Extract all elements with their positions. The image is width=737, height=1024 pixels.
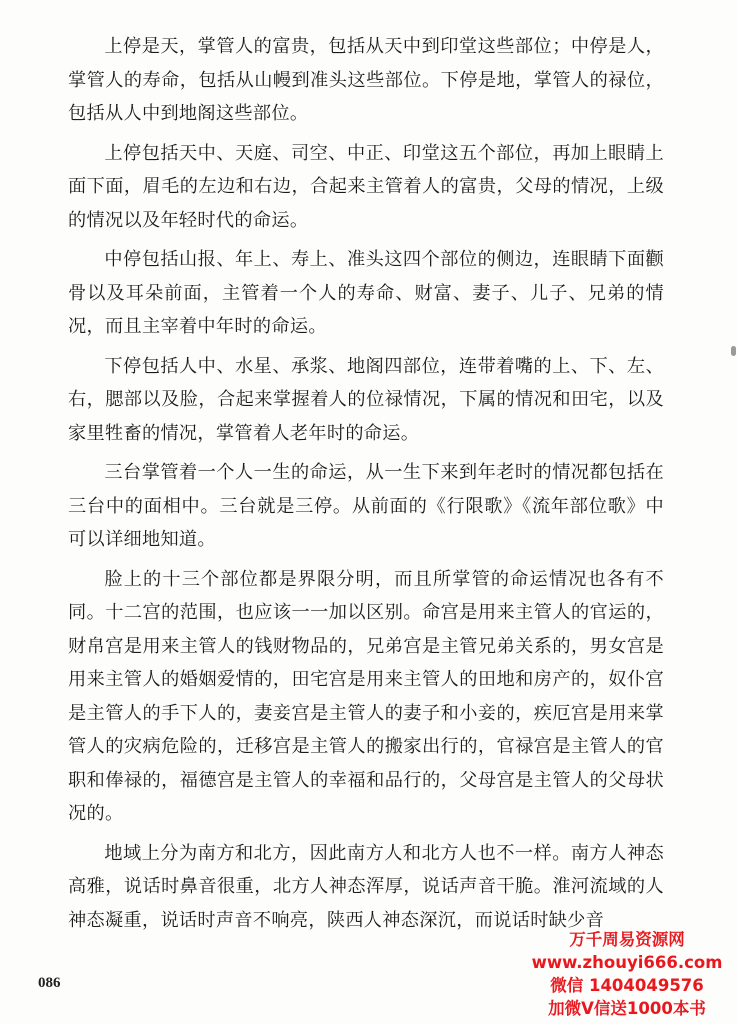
watermark-line-wechat: 微信 1404049576 — [550, 976, 704, 995]
page-body — [68, 30, 664, 943]
scrollbar-thumb[interactable] — [731, 346, 736, 356]
paragraph-3: 中停包括山报、年上、寿上、准头这四个部位的侧边，连眼睛下面颧骨以及耳朵前面，主管着一个人的寿命、财富、妻子、儿子、兄弟的情况，而且主宰着中年时的命运。 — [68, 249, 664, 337]
paragraph-7: 地域上分为南方和北方，因此南方人和北方人也不一样。南方人神态高雅，说话时鼻音很重，北方人神态浑厚，说话声音干脆。淮河流域的人神态凝重，说话时声音不响亮，陕西人神态深沉，而说话时缺少音 — [68, 842, 664, 931]
page-number: 086 — [38, 975, 61, 991]
watermark-line-site-name: 万千周易资源网 — [569, 930, 685, 949]
paragraph-6: 脸上的十三个部位都是界限分明，而且所掌管的命运情况也各有不同。十二宫的范围，也应该一一加以区别。命宫是用来主管人的官运的，财帛宫是用来主管人的钱财物品的，兄弟宫是主管兄弟关系的，男女宫是用来主管人的婚姻爱情的，田宅宫是用来主管人的田地和房产的，奴仆宫是主管人的手下人的，妻妾宫是主管人的妻子和小妾的，疾厄宫是用来掌管人的灾病危险的，迁移宫是主管人的搬家出行的，官禄宫是主管人的官职和俸禄的，福德宫是主管人的幸福和品行的，父母宫是主管人的父母状况的。 — [68, 568, 664, 824]
paragraph-4: 下停包括人中、水星、承浆、地阁四部位，连带着嘴的上、下、左、右，腮部以及脸，合起来掌握着人的位禄情况，下属的情况和田宅，以及家里牲畜的情况，掌管着人老年时的命运。 — [68, 355, 664, 444]
paragraph-2: 上停包括天中、天庭、司空、中正、印堂这五个部位，再加上眼睛上面下面，眉毛的左边和右边，合起来主管着人的富贵，父母的情况，上级的情况以及年轻时代的命运。 — [68, 142, 664, 231]
paragraph-1: 上停是天，掌管人的富贵，包括从天中到印堂这些部位；中停是人，掌管人的寿命，包括从山幔到准头这些部位。下停是地，掌管人的禄位，包括从人中到地阁这些部位。 — [68, 36, 664, 124]
watermark — [527, 928, 727, 1020]
paragraph-5: 三台掌管着一个人一生的命运，从一生下来到年老时的情况都包括在三台中的面相中。三台就是三停。从前面的《行限歌》《流年部位歌》中可以详细地知道。 — [68, 462, 664, 550]
watermark-line-url: www.zhouyi666.com — [531, 953, 723, 972]
watermark-line-promo: 加微V信送1000本书 — [548, 999, 706, 1018]
